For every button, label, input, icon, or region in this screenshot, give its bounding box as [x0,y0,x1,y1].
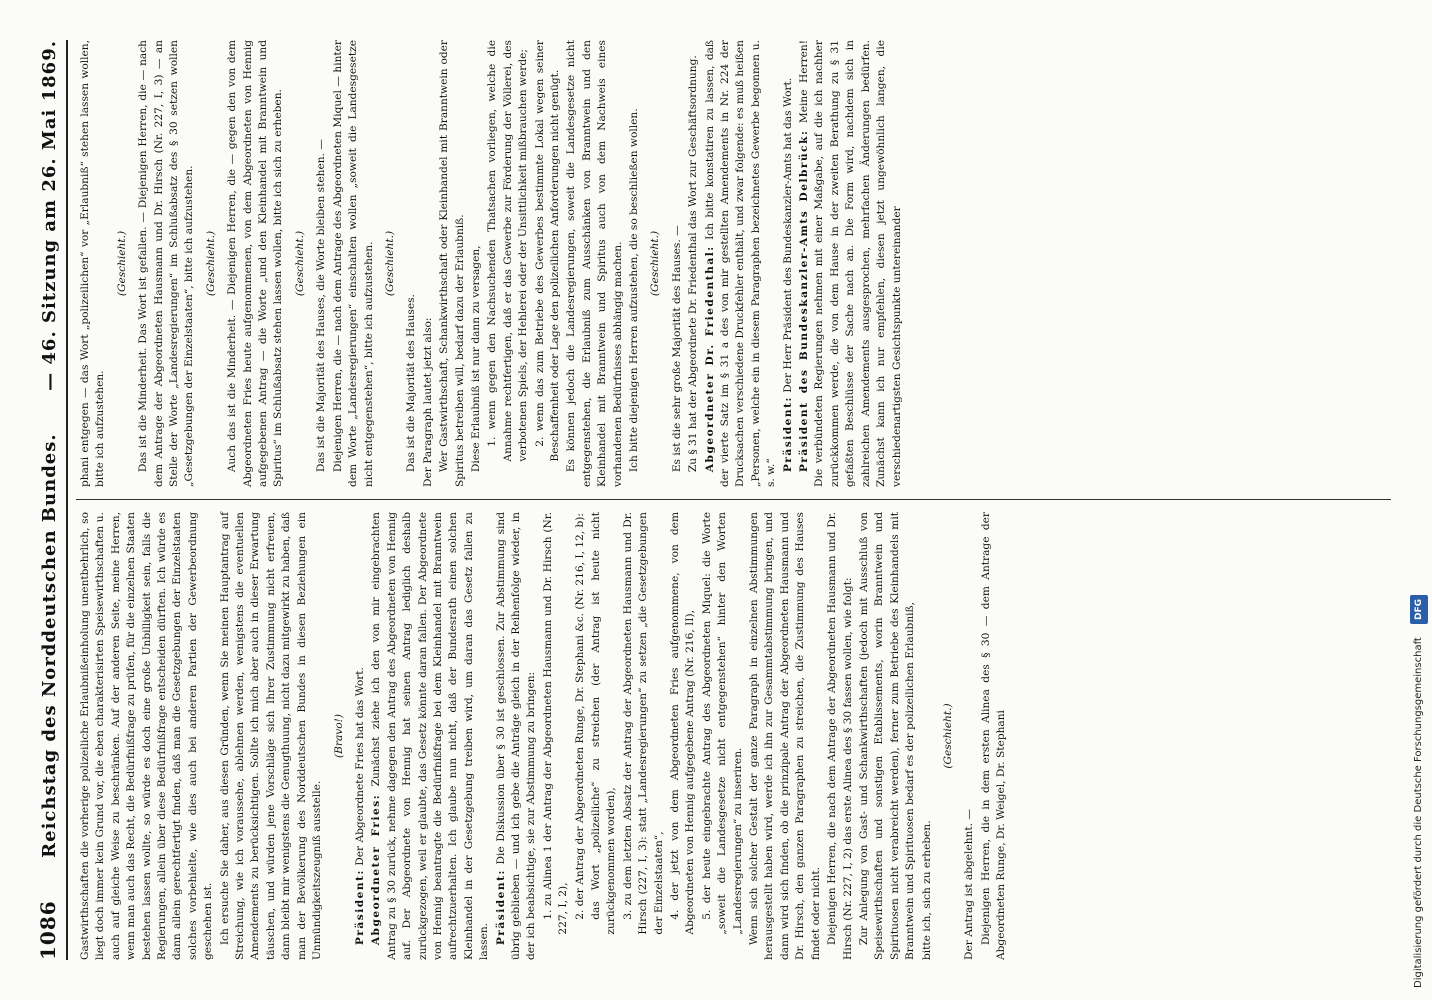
paragraph: Das ist die Majorität des Hauses, die Worte bleiben stehen. — [315,139,328,473]
paragraph: Diejenigen Herren, die — nach dem Antrage des Abgeordneten Miquel — hinter dem Worte „Landesregierungen“ einschalten wollen „soweit die Landesgesetze nicht entgegenstehen“, bitte ich aufzustehen. [331,40,375,487]
speech-paragraph [369,512,492,960]
stage-direction: (Geschieht.) [649,230,662,297]
enumerated-item: 2. wenn das zum Betriebe des Gewerbes bestimmte Lokal wegen seiner Beschaffenheit oder Lage den polizeilichen Anforderungen nicht genügt. [533,40,561,462]
speaker-name: Abgeordneter Fries: [370,793,383,946]
paragraph: Diejenigen Herren, die in dem ersten Alinea des § 30 — dem Antrage der Abgeordneten Runge, Dr. Weigel, Dr. Stephani [979,512,1008,960]
dfg-text-rotated [1410,8,1428,988]
enumerated-item: 4. der jetzt von dem Abgeordneten Fries aufgenommene, von dem Abgeordneten von Hennig aufgegebene Antrag (Nr. 216, II), [669,512,697,935]
stage-direction: (Geschieht.) [293,230,306,297]
speech-text: Zunächst ziehe ich den von mir eingebrachten Antrag zu § 30 zurück, nehme dagegen den Antrag des Abgeordneten von Hennig auf. Der Abgeordnete von Hennig hat seinen Antrag lediglich deshalb zurückgezogen, weil er glaubte, das Gesetz könnte daran fallen. Der Abgeordnete von Hennig beantragte die Bedürfnißfrage bei dem Kleinhandel mit Branntwein aufrechtzuerhalten. Ich glaube nun nicht, daß der Bundesrath einen solchen Kleinhandel in der Gesetzgebung treiben wird, um daran das Gesetz fallen zu lassen. [370,512,491,960]
left-column [76,500,1391,960]
speech-paragraph [703,40,780,487]
paragraph: Es können jedoch die Landesregierungen, soweit die Landesgesetze nicht entgegenstehen, die Erlaubniß zum Ausschänken von Branntwein und den Kleinhandel mit Branntwein und Spiritus auch von dem Nachweis eines vorhandenen Bedürfnisses abhängig machen. [565,40,624,487]
paragraph: phani entgegen — das Wort „polizeilichen“ vor „Erlaubniß“ stehen lassen wollen, bitte ich aufzustehen. [79,40,107,487]
paragraph: Es ist die sehr große Majorität des Hauses. — [670,225,683,473]
paragraph: Wer Gastwirthschaft, Schankwirthschaft oder Kleinhandel mit Branntwein oder Spiritus betreiben will, bedarf dazu der Erlaubniß. [438,40,466,487]
paragraph: Das ist die Minderheit. Das Wort ist gefallen. — Diejenigen Herren, die — nach dem Antrage der Abgeordneten Hausmann und Dr. Hirsch (Nr. 227, I, 3) — an Stelle der Worte „Landesregierungen“ im Schlußabsatz des § 30 setzen wollen „Gesetzgebungen der Einzelstaaten“, bitte ich aufzustehen. [137,40,196,487]
running-title: Reichstag des Norddeutschen Bundes. [39,433,60,858]
stage-direction: (Geschieht.) [383,230,396,297]
paragraph: Diese Erlaubniß ist nur dann zu versagen, [469,245,482,473]
page-header [28,40,68,960]
paragraph: Wenn sich solcher Gestalt der ganze Paragraph in einzelnen Abstimmungen herausgestellt haben wird, werde ich ihn zur Gesammtabstimmung bringen, und dann wird sich finden, ob die prinzipale Antrag der Abgeordneten Hausmann und Dr. Hirsch, den ganzen Paragraphen zu streichen, die Zustimmung des Hauses findet oder nicht. [748,512,822,960]
paragraph: Der Paragraph lautet jetzt also: [421,317,434,487]
session-date: — 46. Sitzung am 26. Mai 1869. [39,40,60,391]
speech-paragraph [353,512,368,960]
paragraph: Ich ersuche Sie daher, aus diesen Gründen, wenn Sie meinen Hauptantrag auf Streichung, wie ich voraussehe, ablehnen werden, wenigstens die eventuellen Amendements zu berücksichtigen. Sollte ich mich aber auch in dieser Erwartung täuschen, und würden jene Vorschläge sich Ihrer Zustimmung nicht erfreuen, dann bleibt mir wenigstens die Genugthuung, nicht dazu mitgewirkt zu haben, daß man der Bevölkerung des Norddeutschen Bundes in diesen Beziehungen ein Unmündigkeitszeugniß ausstelle. [218,512,324,960]
speaker-name: Abgeordneter Dr. Friedenthal: [703,245,716,473]
enumerated-item: 1. zu Alinea 1 der Antrag der Abgeordneten Hausmann und Dr. Hirsch (Nr. 227, I, 2), [541,512,570,935]
enumerated-item: 5. der heute eingebrachte Antrag des Abgeordneten Miquel: die Worte „soweit die Landesgesetze nicht entgegenstehen“ hinter den Worten „Landesregierungen“ zu inseriren. [700,512,744,935]
enumerated-item: das Wort „polizeiliche“ zu streichen (der Antrag ist heute nicht zurückgenommen worden), [590,512,618,935]
speech-text: Der Herr Präsident des Bundeskanzler-Amts hat das Wort. [781,77,794,393]
speaker-name: Präsident: [781,396,794,473]
speech-text: Meine Herren! Die verbündeten Regierungen nehmen mit einer Maßgabe, auf die ich nachher zurückkommen werde, die von dem Hause in der zweiten Berathung zu § 31 gefaßten Beschlüsse der Sache nach an. Die Form wird, nachdem sich in zahlreichen Amendements ausgesprochen, mehrfachen Änderungen bedürfen. Zunächst kann ich nur empfehlen, diesen jetzt ungewöhnlich langen, die verschiedenartigsten Gesichtspunkte untereinander [798,40,903,487]
paragraph: Der Antrag ist abgelehnt. — [963,809,976,960]
enumerated-item: 2. der Antrag der Abgeordneten Runge, Dr. Stephani &c. (Nr. 216, I, 12, b): [573,512,586,920]
stage-direction: (Bravo!) [332,713,345,759]
stage-direction: (Geschieht.) [941,703,954,769]
funding-text: Digitalisierung gefördert durch die Deutsche Forschungsgemeinschaft [1413,637,1424,988]
paragraph: Gastwirthschaften die vorherige polizeiliche Erlaubnißeinholung unentbehrlich, so liegt doch immer kein Grund vor, die eben charakterisirten Speisewirthschaften u. auch auf gleiche Weise zu beschränken. Auf der anderen Seite, meine Herren, wenn man auch das Recht, die Bedürfnißfrage zu prüfen, für die einzelnen Staaten bestehen lassen wollte, so würde es doch eine große Unbilligkeit sein, falls die Regierungen, allein über diese Bedürfnißfrage entscheiden dürften. Ich würde es dann allein gerechtfertigt finden, daß man die Gesetzgebungen der Einzelstaaten solches vorbehielte, wie dies auch bei anderen Partien der Gewerbeordnung geschehen ist. [79,512,215,960]
stage-direction: (Geschieht.) [204,230,217,297]
right-column [76,40,1391,500]
enumerated-item: 3. zu dem letzten Absatz der Antrag der Abgeordneten Hausmann und Dr. Hirsch (227, I, 3): statt „Landesregierungen“ zu setzen „die Gesetzgebungen der Einzelstaaten“, [621,512,665,935]
paragraph: Diejenigen Herren, die nach dem Antrage der Abgeordneten Hausmann und Dr. Hirsch (Nr. 227, I, 2) das erste Alinea des § 30 fassen wollen, wie folgt: [826,512,854,960]
page-number: 1086 [36,900,60,960]
paragraph: Auch das ist die Minderheit. — Diejenigen Herren, die — gegen den von dem Abgeordneten Fries heute aufgenommenen, von dem Abgeordneten von Hennig aufgegebenen Antrag — die Worte „und den Kleinhandel mit Branntwein und Spiritus“ im Schlußabsatz stehen lassen wollen, bitte ich sich zu erheben. [226,40,285,487]
speech-text: Ich bitte konstatiren zu lassen, daß der vierte Satz im § 31 a des von mir gestellten Amendements in Nr. 224 der Drucksachen verschiedene Druckfehler enthält, und zwar folgende: es muß heißen „Personen, welche ein in diesem Paragraphen bezeichnetes Gewerbe begonnen u. s. w.“ [703,40,778,487]
paragraph: bitte ich, sich zu erheben. [920,820,933,960]
dfg-funding-note [1410,8,1428,998]
stage-direction: (Geschieht.) [115,230,128,297]
paragraph: Das ist die Majorität des Hauses. [405,294,418,473]
speech-paragraph [494,512,540,960]
speaker-name: Präsident: [353,869,366,946]
dfg-logo: DFG [1410,595,1428,624]
paragraph: Zur Anlegung von Gast- und Schankwirthschaften (jedoch mit Ausschluß von Speisewirthschaften und sonstigen Etablissements, worin Branntwein und Spirituosen nicht verabreicht werden), ferner zum Betriebe des Kleinhandels mit Branntwein und Spirituosen bedarf es der polizeilichen Erlaubniß, [857,512,917,960]
enumerated-item: 1. wenn gegen den Nachsuchenden Thatsachen vorliegen, welche die Annahme rechtfertigen, daß er das Gewerbe zur Förderung der Völlerei, des verbotenen Spiels, der Hehlerei oder der Unsittlichkeit mißbrauchen werde; [486,40,530,462]
speaker-name: Präsident des Bundeskanzler-Amts Delbrück: [798,129,811,473]
speech-paragraph [781,40,796,487]
rotated-page-content [16,0,1416,1000]
speaker-name: Präsident: [494,869,507,946]
speech-text: Der Abgeordnete Fries hat das Wort. [353,667,366,866]
paragraph: Zu § 31 hat der Abgeordnete Dr. Friedenthal das Wort zur Geschäftsordnung. [687,55,700,473]
speech-text: Die Diskussion über § 30 ist geschlossen. Zur Abstimmung sind übrig geblieben — und ich gebe die Anträge gleich in der Reihenfolge wieder, in der ich beabsichtige, sie zur Abstimmung zu bringen: [494,512,538,960]
speech-paragraph [797,40,905,487]
paragraph: Ich bitte diejenigen Herren aufzustehen, die so beschließen wollen. [628,108,640,473]
text-columns [76,40,1391,960]
